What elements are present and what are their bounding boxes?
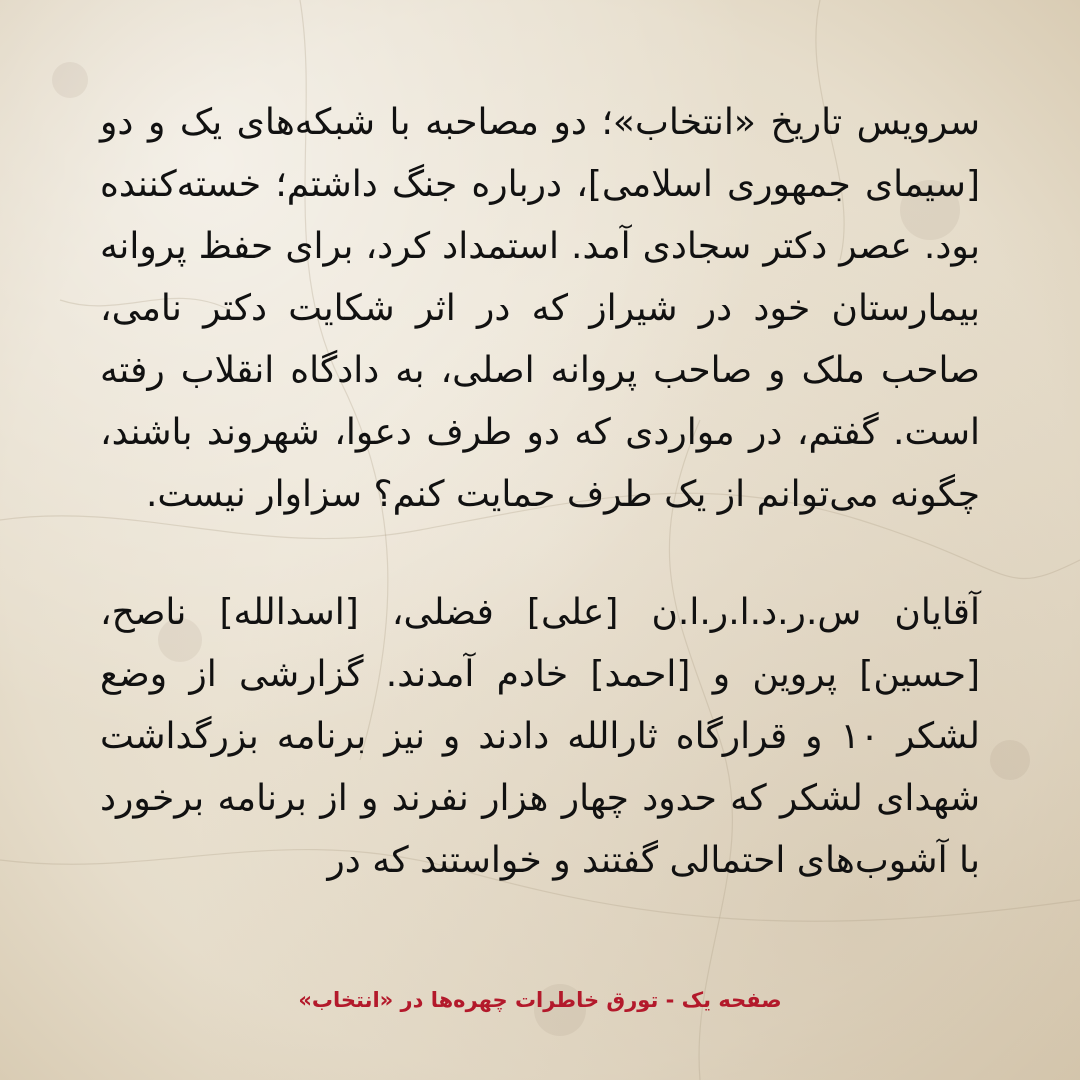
- paragraph-second: آقایان س.ر.د.ا.ر.ا.ن [علی] فضلی، [اسدالله] ناصح، [حسین] پروین و [احمد] خادم آمدند. گزارشی از وضع لشکر ۱۰ و قرارگاه ثارالله دادند و نیز برنامه بزرگداشت شهدای لشکر که حدود چهار هزار نفرند و از برنامه برخورد با آشوب‌های احتمالی گفتند و خواستند که در: [100, 592, 980, 881]
- paragraph-first: سرویس تاریخ «انتخاب»؛ دو مصاحبه با شبکه‌های یک و دو [سیمای جمهوری اسلامی]، درباره جنگ داشتم؛ خسته‌کننده بود. عصر دکتر سجادی آمد. استمداد کرد، برای حفظ پروانه بیمارستان خود در شیراز که در اثر شکایت دکتر نامی، صاحب ملک و صاحب پروانه اصلی، به دادگاه انقلاب رفته است. گفتم، در مواردی که دو طرف دعوا، شهروند باشند، چگونه می‌توانم از یک طرف حمایت کنم؟ سزاوار نیست.: [100, 102, 980, 515]
- page-caption: صفحه یک - تورق خاطرات چهره‌ها در «انتخاب»: [298, 988, 782, 1012]
- memoir-page-text: [100, 92, 980, 892]
